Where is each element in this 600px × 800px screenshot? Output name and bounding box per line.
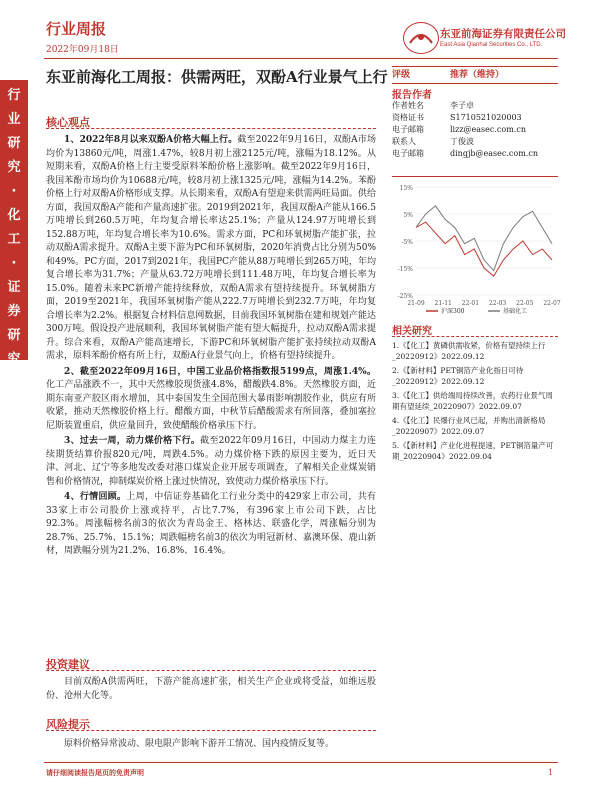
author-key: 联系人 xyxy=(392,137,416,146)
author-value: S1710521020003 xyxy=(450,113,522,122)
sidebar-char: 业 xyxy=(7,112,21,127)
x-tick-label: 22-01 xyxy=(461,300,480,307)
paragraph-lead: 3、过去一周，动力煤价格下行。 xyxy=(64,436,201,446)
risk-heading: 风险提示 xyxy=(46,718,90,731)
x-tick-label: 22-05 xyxy=(516,300,534,307)
related-item[interactable]: 2.《【新材料】PET铜箔产业化指日可待_20220912》2022.09.12 xyxy=(392,366,524,386)
paragraph-text: 化工产品涨跌不一，其中天然橡胶现货涨4.8%，醋酸跌4.8%。天然橡胶方面，近期东南亚产胶区雨水增加，其中泰国发生全国范围大暴雨影响割胶作业，供应有所收紧，推动天然橡胶价格上行。醋酸方面，中秋节后醋酸需求有所回落，叠加塞拉尼斯装置重启，供应量回升，致使醋酸价格承压下行。 xyxy=(46,380,376,431)
company-name-en: East Asia Qianhai Securities Co., LTD. xyxy=(440,42,543,48)
page-title: 东亚前海化工周报：供需两旺，双酚A行业景气上行 xyxy=(46,68,388,86)
paragraph xyxy=(46,491,376,559)
sidebar-char: 究 xyxy=(7,352,21,367)
related-list xyxy=(392,340,558,465)
company-name-cn: 东亚前海证券有限责任公司 xyxy=(440,28,566,40)
author-info xyxy=(392,100,558,160)
report-type: 行业周报 xyxy=(46,20,107,38)
risk-divider xyxy=(46,730,376,731)
paragraph-lead: 1、2022年8月以来双酚A价格大幅上行。 xyxy=(64,135,238,145)
related-item[interactable]: 1.《【化工】黄磷供需收紧，价格有望持续上行_20220912》2022.09.12 xyxy=(392,341,546,361)
sidebar-char: 研 xyxy=(7,136,21,151)
legend-label: 基础化工 xyxy=(503,308,528,315)
core-views-body xyxy=(46,134,376,559)
related-divider xyxy=(392,336,558,337)
paragraph-lead: 4、行情回顾。 xyxy=(64,492,127,502)
related-item[interactable]: 4.《【化工】民爆行业风已起，并购出清新格局_20220907》2022.09.07 xyxy=(392,416,546,436)
sidebar-char: 研 xyxy=(7,328,21,343)
author-value: 李子卓 xyxy=(450,101,474,110)
paragraph-text: 截至2022年9月16日，双酚A市场均价为13860元/吨，周涨1.47%，较8月初上涨2125元/吨，涨幅为18.12%。从短期来看，双酚A价格上行主要受原料苯酚价格上涨影响。截至2022年9月16日，我国苯酚市场均价为10688元/吨，较8月初上涨1325元/吨，涨幅为14.2%。苯酚价格上行对双酚A价格形成支撑。从长期来看，双酚A有望迎来供需两旺局面。供给方面，我国双酚A产能和产量高速扩张。2019到2021年，我国双酚A产能从166.5万吨增长到260.5万吨，年均复合增长率达25.1%；产量从124.97万吨增长到152.88万吨，年均复合增长率为10.6%。需求方面，PC和环氧树脂产能扩张，拉动双酚A需求提升。双酚A主要下游为PC和环氧树脂，2020年消费占比分别为50%和49%。PC方面，2017到2021年，我国PC产能从88万吨增长到265万吨，年均复合增长率为31.7%；产量从63.72万吨增长到111.48万吨，年均复合增长率为15.0%。随着未来PC新增产能持续释放，双酚A需求有望持续提升。环氧树脂方面，2019至2021年，我国环氧树脂产能从222.7万吨增长到232.7万吨，年均复合增长率为2.2%。根据复合材料信息网数据，目前我国环氧树脂在建和规划产能达300万吨。假设投产进展顺利，我国环氧树脂产能有望大幅提升，拉动双酚A需求提升。综合来看，双酚A产能高速增长，下游PC和环氧树脂产能扩张持续拉动双酚A需求，原料苯酚价格有所上行，双酚A行业景气向上，价格有望持续提升。 xyxy=(46,135,376,361)
author-key: 作者姓名 xyxy=(392,101,424,110)
paragraph xyxy=(46,134,376,364)
legend-label: 沪深300 xyxy=(441,308,465,315)
series-line xyxy=(416,206,552,271)
x-tick-label: 22-03 xyxy=(488,300,507,307)
author-key: 资格证书 xyxy=(392,113,424,122)
report-date: 2022年09月18日 xyxy=(46,45,119,55)
paragraph-lead: 2、截至2022年09月16日，中国工业品价格指数报5199点，周涨1.4%。 xyxy=(64,366,376,377)
investment-text: 目前双酚A供需两旺，下游产能高速扩张，相关生产企业或将受益，如维远股份、沧州大化等。 xyxy=(46,677,376,701)
footer-disclaimer: 请仔细阅读报告尾页的免责声明 xyxy=(46,768,144,777)
author-value: 丁俊波 xyxy=(450,137,474,146)
y-tick-label: -5% xyxy=(401,239,413,246)
related-item[interactable]: 5.《【新材料】产业化进程提速，PET铜箔量产可期_20220904》2022.09.04 xyxy=(392,441,554,461)
investment-heading: 投资建议 xyxy=(46,658,90,671)
sidebar-char: 券 xyxy=(7,304,21,319)
paragraph xyxy=(46,366,376,434)
paragraph xyxy=(46,435,376,489)
sidebar-char: 证 xyxy=(7,280,21,295)
author-row xyxy=(392,100,558,112)
core-views-divider xyxy=(46,128,376,129)
y-tick-label: -15% xyxy=(397,266,413,273)
performance-chart xyxy=(392,176,561,317)
paragraph-text: 截至2022年09月16日，中国动力煤主力连续期货结算价报820元/吨，周跌4.5%。动力煤价格下跌的原因主要为，近日天津、河北、辽宁等多地发改委对港口煤炭企业开展专项调查，了解相关企业煤炭销售和价格情况，抑制煤炭价格上涨过快情况，致使动力煤价格承压下行。 xyxy=(46,436,377,487)
core-views-heading: 核心观点 xyxy=(46,116,90,129)
x-tick-label: 21-09 xyxy=(407,300,425,307)
y-tick-label: 15% xyxy=(399,185,413,192)
page-number: 1 xyxy=(548,768,554,777)
sidebar-category xyxy=(0,80,28,415)
header-divider xyxy=(44,58,558,59)
author-email[interactable]: dingjb@easec.com.cn xyxy=(450,149,538,158)
sidebar-char: 工 xyxy=(7,232,21,247)
x-tick-label: 22-07 xyxy=(543,300,561,307)
author-key: 电子邮箱 xyxy=(392,149,424,158)
y-tick-label: 5% xyxy=(403,212,413,219)
paragraph-text: 上周，中信证券基础化工行业分类中的429家上市公司，共有33家上市公司股价上涨或持平，占比7.7%，有396家上市公司下跌，占比92.3%。周涨幅榜名前3的依次为青岛金王、格林达、联盛化学，周涨幅分别为28.7%、25.7%、15.1%；周跌幅榜名前3的依次为明冠新材、嘉澳环保、鹿山新材，周跌幅分别为21.2%、16.8%、16.4%。 xyxy=(46,492,376,556)
sidebar-char: · xyxy=(11,256,17,271)
related-heading: 相关研究 xyxy=(392,326,432,337)
author-row xyxy=(392,148,558,160)
performance-chart-svg xyxy=(392,177,561,317)
sidebar-char: · xyxy=(11,184,17,199)
sidebar-char: 行 xyxy=(7,88,21,103)
footer-divider xyxy=(44,762,558,763)
rating-value: 推荐（维持） xyxy=(450,70,505,80)
author-row xyxy=(392,112,558,124)
author-row xyxy=(392,136,558,148)
author-email[interactable]: lizz@easec.com.cn xyxy=(450,125,526,134)
x-tick-label: 21-11 xyxy=(434,300,452,307)
sidebar-char: 究 xyxy=(7,160,21,175)
sidebar-char: 报 xyxy=(7,376,21,391)
risk-text: 原料价格异常波动、限电限产影响下游开工情况、国内疫情反复等。 xyxy=(64,739,335,749)
author-key: 电子邮箱 xyxy=(392,125,424,134)
sidebar-char: 化 xyxy=(7,208,21,223)
rating-row xyxy=(392,66,558,84)
investment-divider xyxy=(46,670,376,671)
author-heading: 报告作者 xyxy=(392,90,432,101)
y-tick-label: -25% xyxy=(397,293,413,300)
sidebar-char: 告 xyxy=(7,400,21,415)
related-item[interactable]: 3.《【化工】供给端局持续改善，农药行业景气周期有望延续_20220907》2022.09.07 xyxy=(392,391,553,411)
company-logo-icon xyxy=(403,22,439,54)
rating-label: 评级 xyxy=(392,70,411,80)
author-row xyxy=(392,124,558,136)
